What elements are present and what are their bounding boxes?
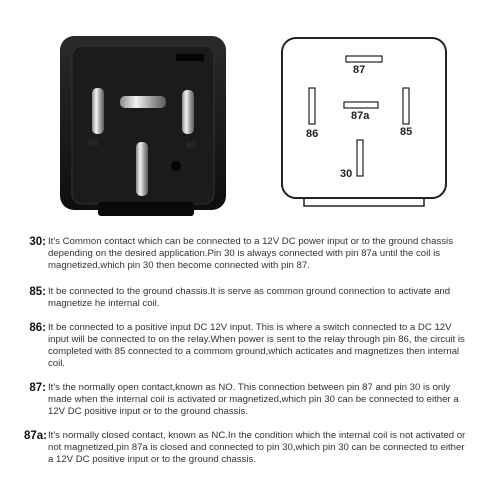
svg-text:85: 85 [186, 140, 197, 150]
relay-photo [58, 30, 228, 220]
pin-description: It's Common contact which can be connected to a 12V DC power input or to the ground chassis depending on the desired application.Pin 30 is always connected with pin 87a until the coil is magnetized,which pin 30 then become connected with pin 87. [48, 236, 453, 271]
pin-heading: 30: [29, 236, 46, 248]
pin-label-86: 86 [306, 128, 319, 140]
pin-label-85: 85 [400, 126, 413, 138]
pin-label-30: 30 [340, 168, 353, 180]
pin-heading: 87a: [24, 430, 48, 442]
pin-heading: 86: [29, 322, 46, 334]
pin-diagram-outline [280, 36, 448, 212]
pin-label-87a: 87a [351, 110, 370, 122]
pin-heading: 87: [29, 382, 46, 394]
svg-text:86: 86 [88, 138, 99, 148]
pin-heading: 85: [29, 286, 46, 298]
pin-label-87: 87 [353, 64, 366, 76]
pin-description: It's the normally open contact,known as NO. This connection between pin 87 and pin 30 is only made when the internal coil is activated or magnetized,which pin 30 can be connected to either a 12V DC positive input or to the ground chassis. [48, 382, 459, 417]
pin-description: It be connected to a positive input DC 12V input. This is where a switch connected to a DC 12V input will be connected to on the relay.When power is sent to the relay through pin 86, the circuit is completed with 85 connected to a commom ground,which acticates and magnetizes then internal coil. [48, 322, 465, 369]
pin-diagram [280, 36, 448, 212]
pin-description: It's normally closed contact, known as NC.In the condition which the internal coil is not activated or not magnetized,pin 87a is closed and connected to pin 30,which pin 30 can be connected to either a 12V DC positive input or to the ground chassis. [48, 430, 466, 465]
pin-description: It be connected to the ground chassis.It is serve as common ground connection to activate and magnetize he internal coil. [48, 286, 451, 309]
